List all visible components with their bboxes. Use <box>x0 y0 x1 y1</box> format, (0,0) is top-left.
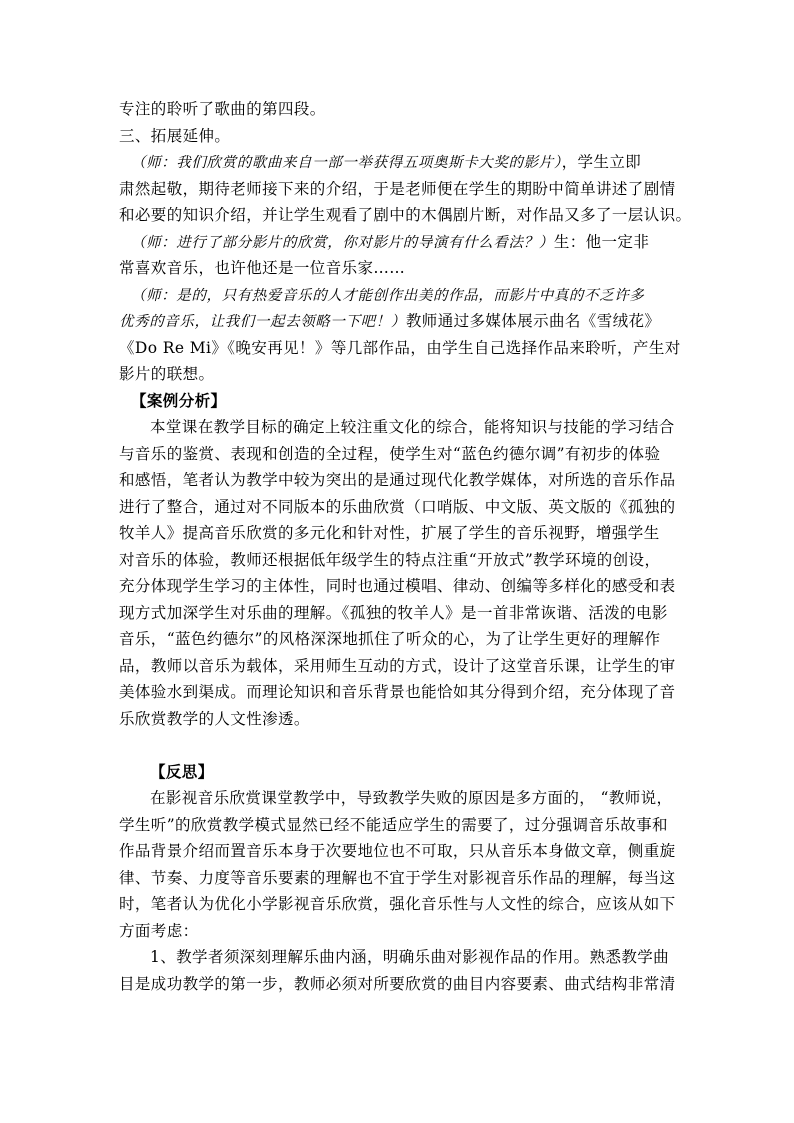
paragraph-line: 牧羊人》提高音乐欣赏的多元化和针对性，扩展了学生的音乐视野，增强学生 <box>119 524 660 542</box>
paragraph-line <box>119 229 685 256</box>
paragraph-line: 《Do Re Mi》《晚安再见！》等几部作品，由学生自己选择作品来聆听，产生对 <box>119 338 681 357</box>
paragraph-text: 教师通过多媒体展示曲名《雪绒花》 <box>405 312 661 330</box>
section-heading-analysis: 【案例分析】 <box>131 390 227 410</box>
paragraph-line: 作品背景介绍而置音乐本身于次要地位也不可取，只从音乐本身做文章，侧重旋 <box>119 842 676 860</box>
document-page <box>119 96 692 997</box>
paragraph-line: 1、教学者须深刻理解乐曲内涵，明确乐曲对影视作品的作用。熟悉教学曲 <box>150 948 670 966</box>
paragraph-line: 常喜欢音乐，也许他还是一位音乐家…… <box>119 259 406 277</box>
paragraph-line: 肃然起敬，期待老师接下来的介绍，于是老师便在学生的期盼中简单讲述了剧情 <box>119 179 676 198</box>
section-title: 三、拓展延伸。 <box>119 126 231 145</box>
teacher-quote: （师：进行了部分影片的欣赏，你对影片的导演有什么看法？） <box>131 234 554 251</box>
paragraph-line: 时，笔者认为优化小学影视音乐欣赏，强化音乐性与人文性的综合，应该从如下 <box>119 895 676 913</box>
paragraph-line: 专注的聆听了歌曲的第四段。 <box>119 100 326 118</box>
paragraph-line: 目是成功教学的第一步，教师必须对所要欣赏的曲目内容要素、曲式结构非常清 <box>119 974 676 993</box>
paragraph-line: 方面考虑： <box>119 921 199 940</box>
paragraph-line: 美体验水到渠成。而理论知识和音乐背景也能恰如其分得到介绍，充分体现了音 <box>119 683 676 701</box>
paragraph-line: 在影视音乐欣赏课堂教学中，导致教学失败的原因是多方面的， “教师说， <box>150 789 673 807</box>
paragraph-line <box>119 149 685 176</box>
paragraph-line: 品，教师以音乐为载体，采用师生互动的方式，设计了这堂音乐课，让学生的审 <box>119 656 676 675</box>
section-heading-reflection: 【反思】 <box>150 761 214 781</box>
paragraph-line: 与音乐的鉴赏、表现和创造的全过程，使学生对“蓝色约德尔调”有初步的体验 <box>119 444 661 463</box>
paragraph-line: 和必要的知识介绍，并让学生观看了剧中的木偶剧片断，对作品又多了一层认识。 <box>119 206 692 224</box>
blank-line <box>119 732 685 759</box>
paragraph-line: 本堂课在教学目标的确定上较注重文化的综合，能将知识与技能的学习结合 <box>150 418 675 436</box>
paragraph-line <box>119 308 685 335</box>
paragraph-line: 音乐，“蓝色约德尔”的风格深深地抓住了听众的心，为了让学生更好的理解作 <box>119 630 661 648</box>
paragraph-line: 现方式加深学生对乐曲的理解。《孤独的牧羊人》是一首非常诙谐、活泼的电影 <box>119 603 668 622</box>
paragraph-text: 生：他一定非 <box>553 232 650 251</box>
reflection-body <box>119 785 685 997</box>
paragraph-line: 和感悟，笔者认为教学中较为突出的是通过现代化教学媒体，对所选的音乐作品 <box>119 471 676 489</box>
paragraph-line: 进行了整合，通过对不同版本的乐曲欣赏（口哨版、中文版、英文版的《孤独的 <box>119 497 676 516</box>
teacher-quote: （师：是的，只有热爱音乐的人才能创作出美的作品，而影片中真的不乏许多 <box>131 287 645 304</box>
paragraph-line: 影片的联想。 <box>119 365 215 383</box>
analysis-body <box>119 414 685 732</box>
paragraph-line <box>119 282 685 309</box>
paragraph-text: ，学生立即 <box>561 153 642 171</box>
teacher-quote: 优秀的音乐，让我们一起去领略一下吧！） <box>119 314 406 330</box>
teacher-quote: （师：我们欣赏的歌曲来自一部一举获得五项奥斯卡大奖的影片） <box>131 155 562 171</box>
paragraph-line: 充分体现学生学习的主体性，同时也通过模唱、律动、创编等多样化的感受和表 <box>119 577 676 595</box>
paragraph-line: 对音乐的体验，教师还根据低年级学生的特点注重“开放式”教学环境的创设， <box>119 550 661 569</box>
paragraph-line: 律、节奏、力度等音乐要素的理解也不宜于学生对影视音乐作品的理解，每当这 <box>119 868 676 887</box>
paragraph-line: 学生听”的欣赏教学模式显然已经不能适应学生的需要了，过分强调音乐故事和 <box>119 815 668 834</box>
paragraph-line: 乐欣赏教学的人文性渗透。 <box>119 709 310 728</box>
